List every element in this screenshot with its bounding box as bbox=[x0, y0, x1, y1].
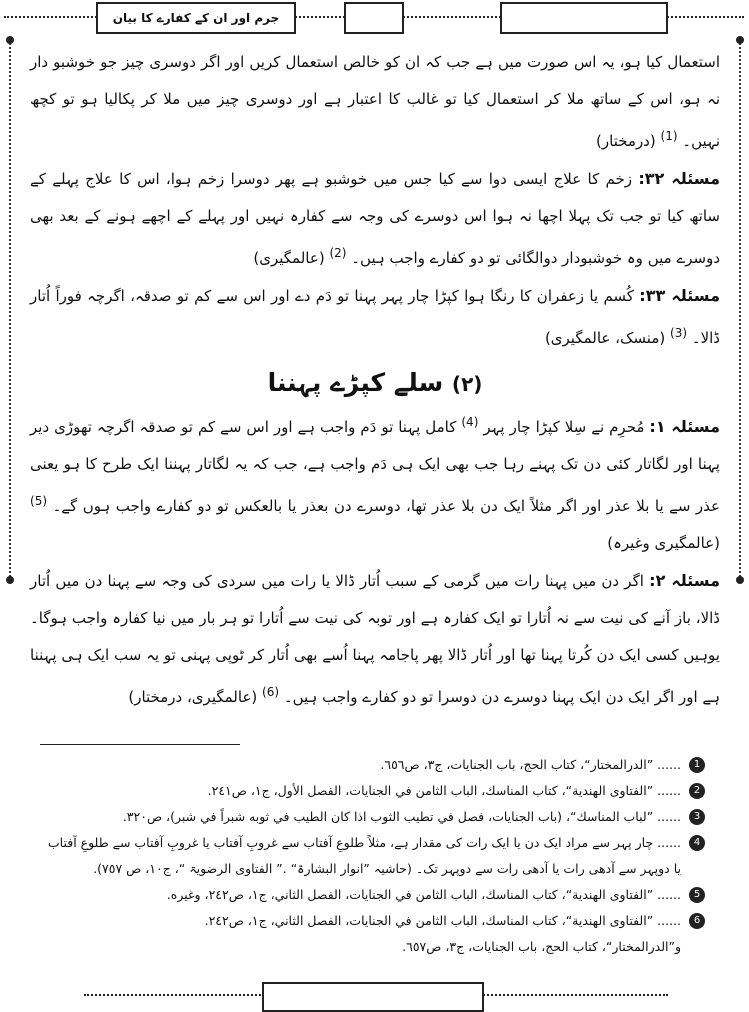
right-chain-border bbox=[739, 40, 741, 580]
paragraph-intro: استعمال کیا ہو، یہ اس صورت میں ہے جب کہ ان کو خالص استعمال کریں اور اگر دوسری چیز جو خوشبو دار نہ ہو، اس کے ساتھ ملا کر استعمال کیا تو غالب کا اعتبار ہے اور دوسری چیز میں ملا کر پکالیا ہو تو کچھ نہیں۔ $^{(1)}$ (درمختار) bbox=[30, 53, 720, 150]
footer-page-box bbox=[262, 982, 484, 1012]
masala-2: مسئلہ ۲: اگر دن میں پہنا رات میں گرمی کے سبب اُتار ڈالا یا رات میں سردی کی وجہ سے پہنا دن میں اُتار ڈالا، باز آنے کی نیت سے نہ اُتارا تو ایک کفارہ ہے اور توبہ کی نیت سے اُتارا تو ہر بار میں نیا کفارہ واجب ہوگا۔ یوہیں کسی ایک دن کُرتا پہنا تھا اور اُتار ڈالا پھر پاجامہ پہنا اُسے بھی اُتار کر ٹوپی پہنی تو یہ سب ایک ہی پہننا ہے اور اگر ایک دن ایک پہنا دوسرے دن دوسرا تو دو کفارے واجب ہیں۔ $^{(6)}$ (عالمگیری، درمختار) bbox=[30, 571, 720, 706]
section-heading: (۲) سلے کپڑے پہننا bbox=[267, 368, 483, 397]
masala-1: مسئلہ ۱: مُحرِم نے سِلا کپڑا چار پہر $^{(4)}$ کامل پہنا تو دَم واجب ہے اور اس سے کم تو صدقہ اگرچہ تھوڑی دیر پہنا اور لگاتار کئی دن تک پہنے رہا جب بھی ایک ہی دَم واجب ہے، جب کہ یہ لگاتار پہننا ایک طرح کا ہو یعنی عذر سے یا بلا عذر اور اگر مثلاً ایک دن بلا عذر تھا، دوسرے دن بعذر یا بالعکس تو دو کفارے واجب ہوں گے۔ $^{(5)}$ (عالمگیری وغیرہ) bbox=[30, 415, 720, 552]
footnote-number-icon: 1 bbox=[689, 757, 705, 773]
page-header bbox=[0, 0, 749, 36]
chapter-title: جرم اور ان کے کفارے کا بیان bbox=[96, 2, 296, 34]
footnote-item: 2 ...... ”الفتاوی الهندية“، کتاب المناسك، الباب الثامن في الجنايات، الفصل الأول، ج١، ص٢٤١. bbox=[40, 778, 705, 804]
footnotes bbox=[40, 752, 705, 960]
footnote-item: 4 ...... چار پہر سے مراد ایک دن یا ایک رات کی مقدار ہے، مثلاً طلوعِ آفتاب سے غروبِ آفتاب یا غروبِ آفتاب سے طلوعِ آفتاب یا دوپہر سے آدھی رات یا آدھی رات سے دوپہر تک۔ (حاشیہ ”انوار البشارۃ“ .” الفتاوی الرضویۃ “، ج١٠، ص ٧٥٧). bbox=[40, 830, 705, 882]
main-content bbox=[30, 44, 720, 716]
footnote-number-icon: 2 bbox=[689, 783, 705, 799]
footnote-separator bbox=[40, 744, 240, 745]
footnote-item: 6 ...... ”الفتاوی الهندية“، کتاب المناسك، الباب الثامن في الجنايات، الفصل الثاني، ج١، ص٢٤٢. bbox=[40, 908, 705, 934]
footnote-continuation: و”الدرالمختار“، کتاب الحج، باب الجنایات، ج۳، ص٦٥٧. bbox=[402, 939, 681, 954]
footnote-number-icon: 3 bbox=[689, 809, 705, 825]
footnote-item: 5 ...... ”الفتاوی الهندية“، کتاب المناسك، الباب الثامن في الجنايات، الفصل الثاني، ج١، ص٢٤٢، وغيره. bbox=[40, 882, 705, 908]
footnote-number-icon: 4 bbox=[689, 835, 705, 851]
footnote-item: 3 ...... ”لباب المناسك“، (باب الجنايات، فصل في تطيب الثوب اذا كان الطيب في ثوبه شبراً في شبر)، ص٣٢٠. bbox=[40, 804, 705, 830]
page-footer bbox=[0, 980, 749, 1010]
footnote-item: 1 ...... ”الدرالمختار“، کتاب الحج، باب الجنایات، ج۳، ص٦٥٦. bbox=[40, 752, 705, 778]
header-small-box bbox=[344, 2, 404, 34]
header-page-box bbox=[500, 2, 668, 34]
masala-33: مسئلہ ۳۳: کُسم یا زعفران کا رنگا ہوا کپڑا چار پہر پہنا تو دَم دے اور اس سے کم تو صدقہ، اگرچہ فوراً اُتار ڈالا۔ $^{(3)}$ (منسک، عالمگیری) bbox=[30, 286, 720, 347]
left-chain-border bbox=[9, 40, 11, 580]
footnote-number-icon: 6 bbox=[689, 913, 705, 929]
masala-32: مسئلہ ۳۲: زخم کا علاج ایسی دوا سے کیا جس میں خوشبو ہے پھر دوسرا زخم ہوا، اس کا علاج پہلے کے ساتھ کیا تو جب تک پہلا اچھا نہ ہوا اس دوسرے کی وجہ سے کفارہ نہیں اور پہلے کے اچھے ہونے کے بعد بھی دوسرے میں وہ خوشبودار دوالگائی تو دو کفارے واجب ہیں۔ $^{(2)}$ (عالمگیری) bbox=[30, 169, 720, 267]
footnote-number-icon: 5 bbox=[689, 887, 705, 903]
